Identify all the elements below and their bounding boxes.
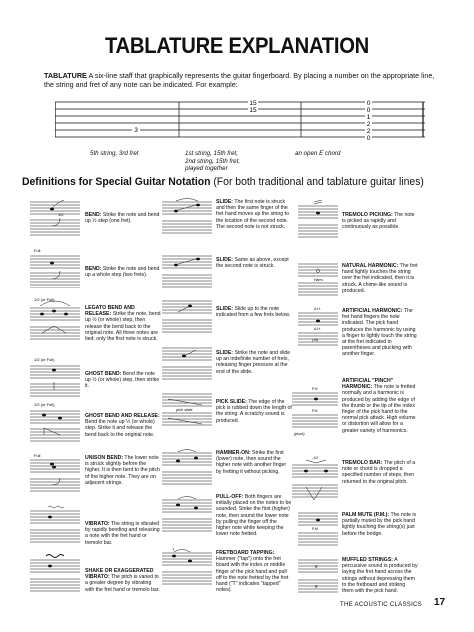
section-title-bold: Definitions for Special Guitar Notation <box>22 176 211 188</box>
caption-5th-string: 5th string, 3rd fret <box>90 150 139 157</box>
diagram-pick-slide <box>162 388 212 430</box>
label-ph-1: P.H. <box>312 387 319 391</box>
desc-artificial-pinch <box>342 378 418 434</box>
diagram-shake <box>30 552 80 594</box>
label-muffled-x-2: x <box>315 584 318 590</box>
intro-term: TABLATURE <box>44 71 87 80</box>
diagram-palm-mute <box>298 505 338 547</box>
diagram-bend-half <box>30 196 80 238</box>
caption-1st-2nd-string: 1st string, 15th fret, 2nd string, 15th fret, played together <box>185 150 241 172</box>
desc-shake <box>85 568 161 593</box>
term-slide-indef: SLIDE: <box>216 350 234 356</box>
label-ah-2: A.H. <box>314 327 321 331</box>
desc-vibrato <box>85 521 161 546</box>
label-tap: T <box>172 547 175 552</box>
term-slide: SLIDE: <box>216 199 234 205</box>
tab-chord-e-1: 0 <box>366 100 371 107</box>
diagram-slide-up <box>162 295 212 337</box>
desc-slide <box>216 199 292 230</box>
label-ah-fret: (19) <box>312 338 319 342</box>
diagram-ghost-bend <box>30 356 80 398</box>
label-pick-slide: pick slide <box>176 407 193 412</box>
intro-text: A six-line staff that graphically represents the guitar fingerboard. By placing a number on the appropriate line, the string and fret of any note can be indicated. For example: <box>44 71 435 89</box>
desc-unison-bend <box>85 455 161 486</box>
tab-example-staff <box>55 96 425 148</box>
term-vibrato: VIBRATO: <box>85 521 110 527</box>
label-full-2: Full <box>34 453 41 458</box>
term-pull-off: PULL-OFF: <box>216 494 244 500</box>
footer-book-title: THE ACOUSTIC CLASSICS <box>340 602 422 608</box>
term-hammer-on: HAMMER-ON: <box>216 450 251 456</box>
text-legato: Strike the note, bend up ½ (or whole) step, then release the bend back to the original note. All three notes are tied; only the first note is struck. <box>85 311 161 343</box>
desc-ghost-bend-release <box>85 413 161 438</box>
term-slide-up: SLIDE: <box>216 306 234 312</box>
desc-slide-up <box>216 306 292 318</box>
diagram-legato-bend-release <box>30 296 80 342</box>
diagram-fretboard-tapping <box>162 547 212 589</box>
text-pick-slide: The edge of the pick is rubbed down the length of the string. A scratchy sound is produced. <box>216 399 292 424</box>
text-slide-indef: Strike the note and slide up an indefinite number of frets, releasing finger pressure at the end of the slide. <box>216 350 291 375</box>
tab-staff-svg <box>55 96 425 148</box>
text-tremolo-picking: The note is picked as rapidly and continuously as possible. <box>342 212 415 231</box>
label-ph-2: P.H. <box>312 409 319 413</box>
desc-slide-indef <box>216 350 292 375</box>
text-slide-same: Same as above, except the second note is struck. <box>216 257 289 270</box>
diagram-slide-same <box>162 250 212 292</box>
diagram-ghost-bend-release <box>30 401 80 443</box>
term-slide-same: SLIDE: <box>216 257 234 263</box>
text-ghost-bend-release: Bend the note up ½ (or whole) step. Strike it and release the bend back to the original note. <box>85 419 155 438</box>
text-palm-mute: The note is partially muted by the pick hand lightly touching the string(s) just before the bridge. <box>342 512 417 537</box>
diagram-pull-off <box>162 494 212 536</box>
text-bend-full: Strike the note and bend up a whole step (two frets). <box>85 266 160 279</box>
text-muffled: A percussive sound is produced by laying the fret hand across the strings without depressing them to the fretboard and striking them with the pick hand. <box>342 557 418 595</box>
diagram-hammer-on <box>162 447 212 489</box>
term-muffled: MUFFLED STRINGS: <box>342 557 394 563</box>
desc-slide-same <box>216 257 292 269</box>
term-tapping: FRETBOARD TAPPING: <box>216 550 275 556</box>
tab-chord-e-4: 2 <box>366 121 371 128</box>
diagram-bend-full <box>30 246 80 288</box>
diagram-slide-indef <box>162 342 212 384</box>
term-tremolo-bar: TREMOLO BAR: <box>342 460 383 466</box>
tab-chord-e-6: 0 <box>366 135 371 142</box>
term-ghost-bend-release: GHOST BEND AND RELEASE: <box>85 413 160 419</box>
label-half-or-full-3: 1/2 (or Full) <box>34 402 55 407</box>
label-pm: P.M. <box>312 527 319 531</box>
text-natural-harmonic: The fret hand lightly touches the string over the fret indicated, then it is struck. A chime-like sound is produced. <box>342 263 418 294</box>
diagram-vibrato <box>30 503 80 545</box>
diagram-artificial-pinch <box>292 385 338 437</box>
tab-chord-e-5: 2 <box>366 128 371 135</box>
label-muffled-x-1: x <box>315 564 318 570</box>
desc-artificial-harmonic <box>342 308 418 358</box>
label-ah-1: A.H. <box>314 307 321 311</box>
caption-open-e: an open E chord <box>295 150 341 157</box>
page-title: TABLATURE EXPLANATION <box>104 33 370 58</box>
text-bend: Strike the note and bend up ½ step (one fret). <box>85 212 160 225</box>
term-artificial-harmonic: ARTIFICIAL HARMONIC: <box>342 308 403 314</box>
text-slide: The first note is struck and then the same finger of the fret hand moves up the string to the location of the second note. The second note is not struck. <box>216 199 289 230</box>
text-slide-up: Slide up to the note indicated from a few frets below. <box>216 306 291 319</box>
text-tapping: Hammer ("tap") onto the fret board with the index or middle finger of the pick hand and pull off to the note fretted by the fret hand ("T" indicates "tapped" notes). <box>216 556 289 594</box>
tab-note-fret-15a: 15 <box>249 100 257 107</box>
term-legato: LEGATO BEND AND RELEASE: <box>85 305 135 318</box>
diagram-slide <box>162 196 212 238</box>
label-full: Full <box>34 248 41 253</box>
term-artificial-pinch: ARTIFICIAL "PINCH" HARMONIC: <box>342 378 394 391</box>
text-shake: The pitch is varied to a greater degree by vibrating with the fret hand or tremolo bar. <box>85 574 160 593</box>
tab-note-fret-15b: 15 <box>249 107 257 114</box>
diagram-unison-bend <box>30 452 80 494</box>
tab-chord-e-2: 0 <box>366 107 371 114</box>
desc-palm-mute <box>342 512 418 537</box>
term-ghost-bend: GHOST BEND: <box>85 371 122 377</box>
text-vibrato: The string is vibrated by rapidly bending and releasing a note with the fret hand or tremolo bar. <box>85 521 160 546</box>
label-harm: Harm. <box>314 278 324 282</box>
text-tremolo-bar: The pitch of a note or chord is dropped a specified number of steps, then returned to the original pitch. <box>342 460 416 485</box>
diagram-natural-harmonic <box>298 258 338 300</box>
desc-hammer-on <box>216 450 292 475</box>
label-half-or-full-1: 1/2 (or Full) <box>34 297 55 302</box>
desc-legato <box>85 305 161 342</box>
desc-tremolo-picking <box>342 212 418 231</box>
term-palm-mute: PALM MUTE (P.M.): <box>342 512 390 518</box>
desc-bend <box>85 212 161 224</box>
intro-paragraph <box>44 71 444 89</box>
section-title <box>22 176 424 188</box>
desc-bend-full <box>85 266 161 278</box>
diagram-muffled-strings <box>298 552 338 594</box>
text-artificial-pinch: The note is fretted normally and a harmonic is produced by adding the edge of the thumb or the tip of the index finger of the pick hand to the normal pick attack. High volume or distortion will allow for a greater variety of harmonics. <box>342 384 416 434</box>
tab-chord-e-3: 1 <box>366 114 371 121</box>
label-tr-dip: -1/2 <box>312 456 319 460</box>
diagram-tremolo-picking <box>298 200 338 242</box>
term-unison: UNISON BEND: <box>85 455 124 461</box>
diagram-artificial-harmonic <box>298 305 338 353</box>
term-tremolo-picking: TREMOLO PICKING: <box>342 212 393 218</box>
text-hammer-on: Strike the first (lower) note, then sound the higher note with another finger by fretting it without picking. <box>216 450 287 475</box>
term-pick-slide: PICK SLIDE: <box>216 399 247 405</box>
term-bend-full: BEND: <box>85 266 102 272</box>
label-half-or-full-2: 1/2 (or Full) <box>34 357 55 362</box>
label-pinch-note: (pluck) <box>294 432 305 436</box>
desc-tremolo-bar <box>342 460 418 485</box>
term-natural-harmonic: NATURAL HARMONIC: <box>342 263 399 269</box>
section-title-rest: (For both traditional and tablature guitar lines) <box>213 176 424 188</box>
desc-fretboard-tapping <box>216 550 292 593</box>
desc-pull-off <box>216 494 292 537</box>
desc-ghost-bend <box>85 371 161 390</box>
desc-pick-slide <box>216 399 292 424</box>
page-number: 17 <box>434 597 446 608</box>
tab-note-fret-3: 3 <box>134 127 138 134</box>
diagram-tremolo-bar <box>292 455 338 505</box>
term-bend: BEND: <box>85 212 102 218</box>
term-shake: SHAKE OR EXAGGERATED VIBRATO: <box>85 568 154 581</box>
text-artificial-harmonic: The fret hand fingers the note indicated. The pick hand produces the harmonic by using a finger to lightly touch the string at the fret indicated in parentheses and plucking with another finger. <box>342 308 417 358</box>
desc-muffled-strings <box>342 557 418 594</box>
label-half: 1/2 <box>58 212 64 217</box>
text-ghost-bend: Bend the note up ½ (or whole) step, then strike it. <box>85 371 160 390</box>
text-unison: The lower note is struck slightly before the higher. It is then bent to the pitch of the higher note. They are on adjacent strings. <box>85 455 160 486</box>
desc-natural-harmonic <box>342 263 418 294</box>
text-pull-off: Both fingers are initially placed on the notes to be sounded. Strike the first (higher) note, then sound the lower note by pulling the finger off the higher note while keeping the lower note fretted. <box>216 494 292 538</box>
